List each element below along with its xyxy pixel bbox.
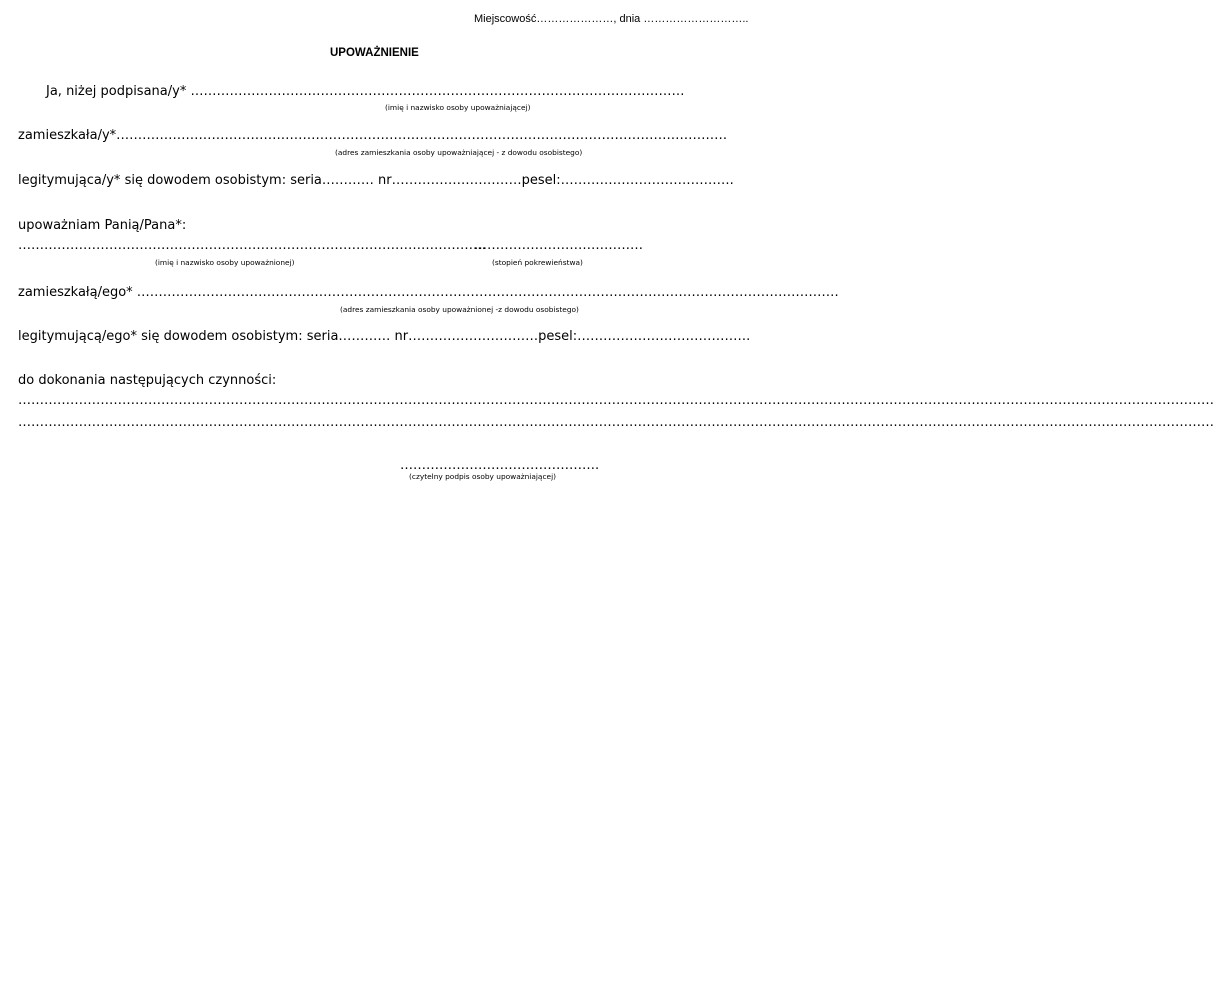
grantee-relation-caption: (stopień pokrewieństwa)	[492, 258, 583, 267]
grantor-name-caption: (imię i nazwisko osoby upoważniającej)	[385, 103, 531, 112]
grantee-intro: upoważniam Panią/Pana*:	[18, 218, 187, 233]
actions-line-1: ……………………………………………………………………………………………………………………………………………………………………………………………………………………………………………………	[18, 393, 1214, 408]
grantee-relation-dots: …………………………………	[474, 238, 643, 253]
grantee-address-line: zamieszkałą/ego* ………………………………………………………………………………………………………………………………………………	[18, 285, 839, 300]
grantor-id-line: legitymująca/y* się dowodem osobistym: seria………… nr…………………………pesel:………………………………….	[18, 173, 734, 188]
grantor-address-line: zamieszkała/y*……………………………………………………………………………………………………………………………	[18, 128, 728, 143]
place-date-line: Miejscowość…………………, dnia ………………………..	[474, 13, 749, 25]
grantee-name-caption: (imię i nazwisko osoby upoważnionej)	[155, 258, 295, 267]
actions-line-2: ……………………………………………………………………………………………………………………………………………………………………………………………………………………………………………………	[18, 415, 1214, 430]
signature-caption: (czytelny podpis osoby upoważniającej)	[409, 472, 557, 481]
grantee-id-line: legitymującą/ego* się dowodem osobistym: seria………… nr…………………………pesel:………………………………….	[18, 329, 751, 344]
actions-intro: do dokonania następujących czynności:	[18, 373, 277, 388]
document-title: UPOWAŻNIENIE	[330, 47, 419, 59]
signature-dots: ……………………………………….	[400, 458, 600, 473]
grantor-name-line: Ja, niżej podpisana/y* ……………………………………………………………………………………………………	[46, 84, 685, 99]
grantee-address-caption: (adres zamieszkania osoby upoważnionej -z dowodu osobistego)	[340, 305, 579, 314]
grantee-name-dots: ………………………………………………………………………………………………	[18, 238, 486, 253]
grantor-address-caption: (adres zamieszkania osoby upoważniającej - z dowodu osobistego)	[335, 148, 583, 157]
